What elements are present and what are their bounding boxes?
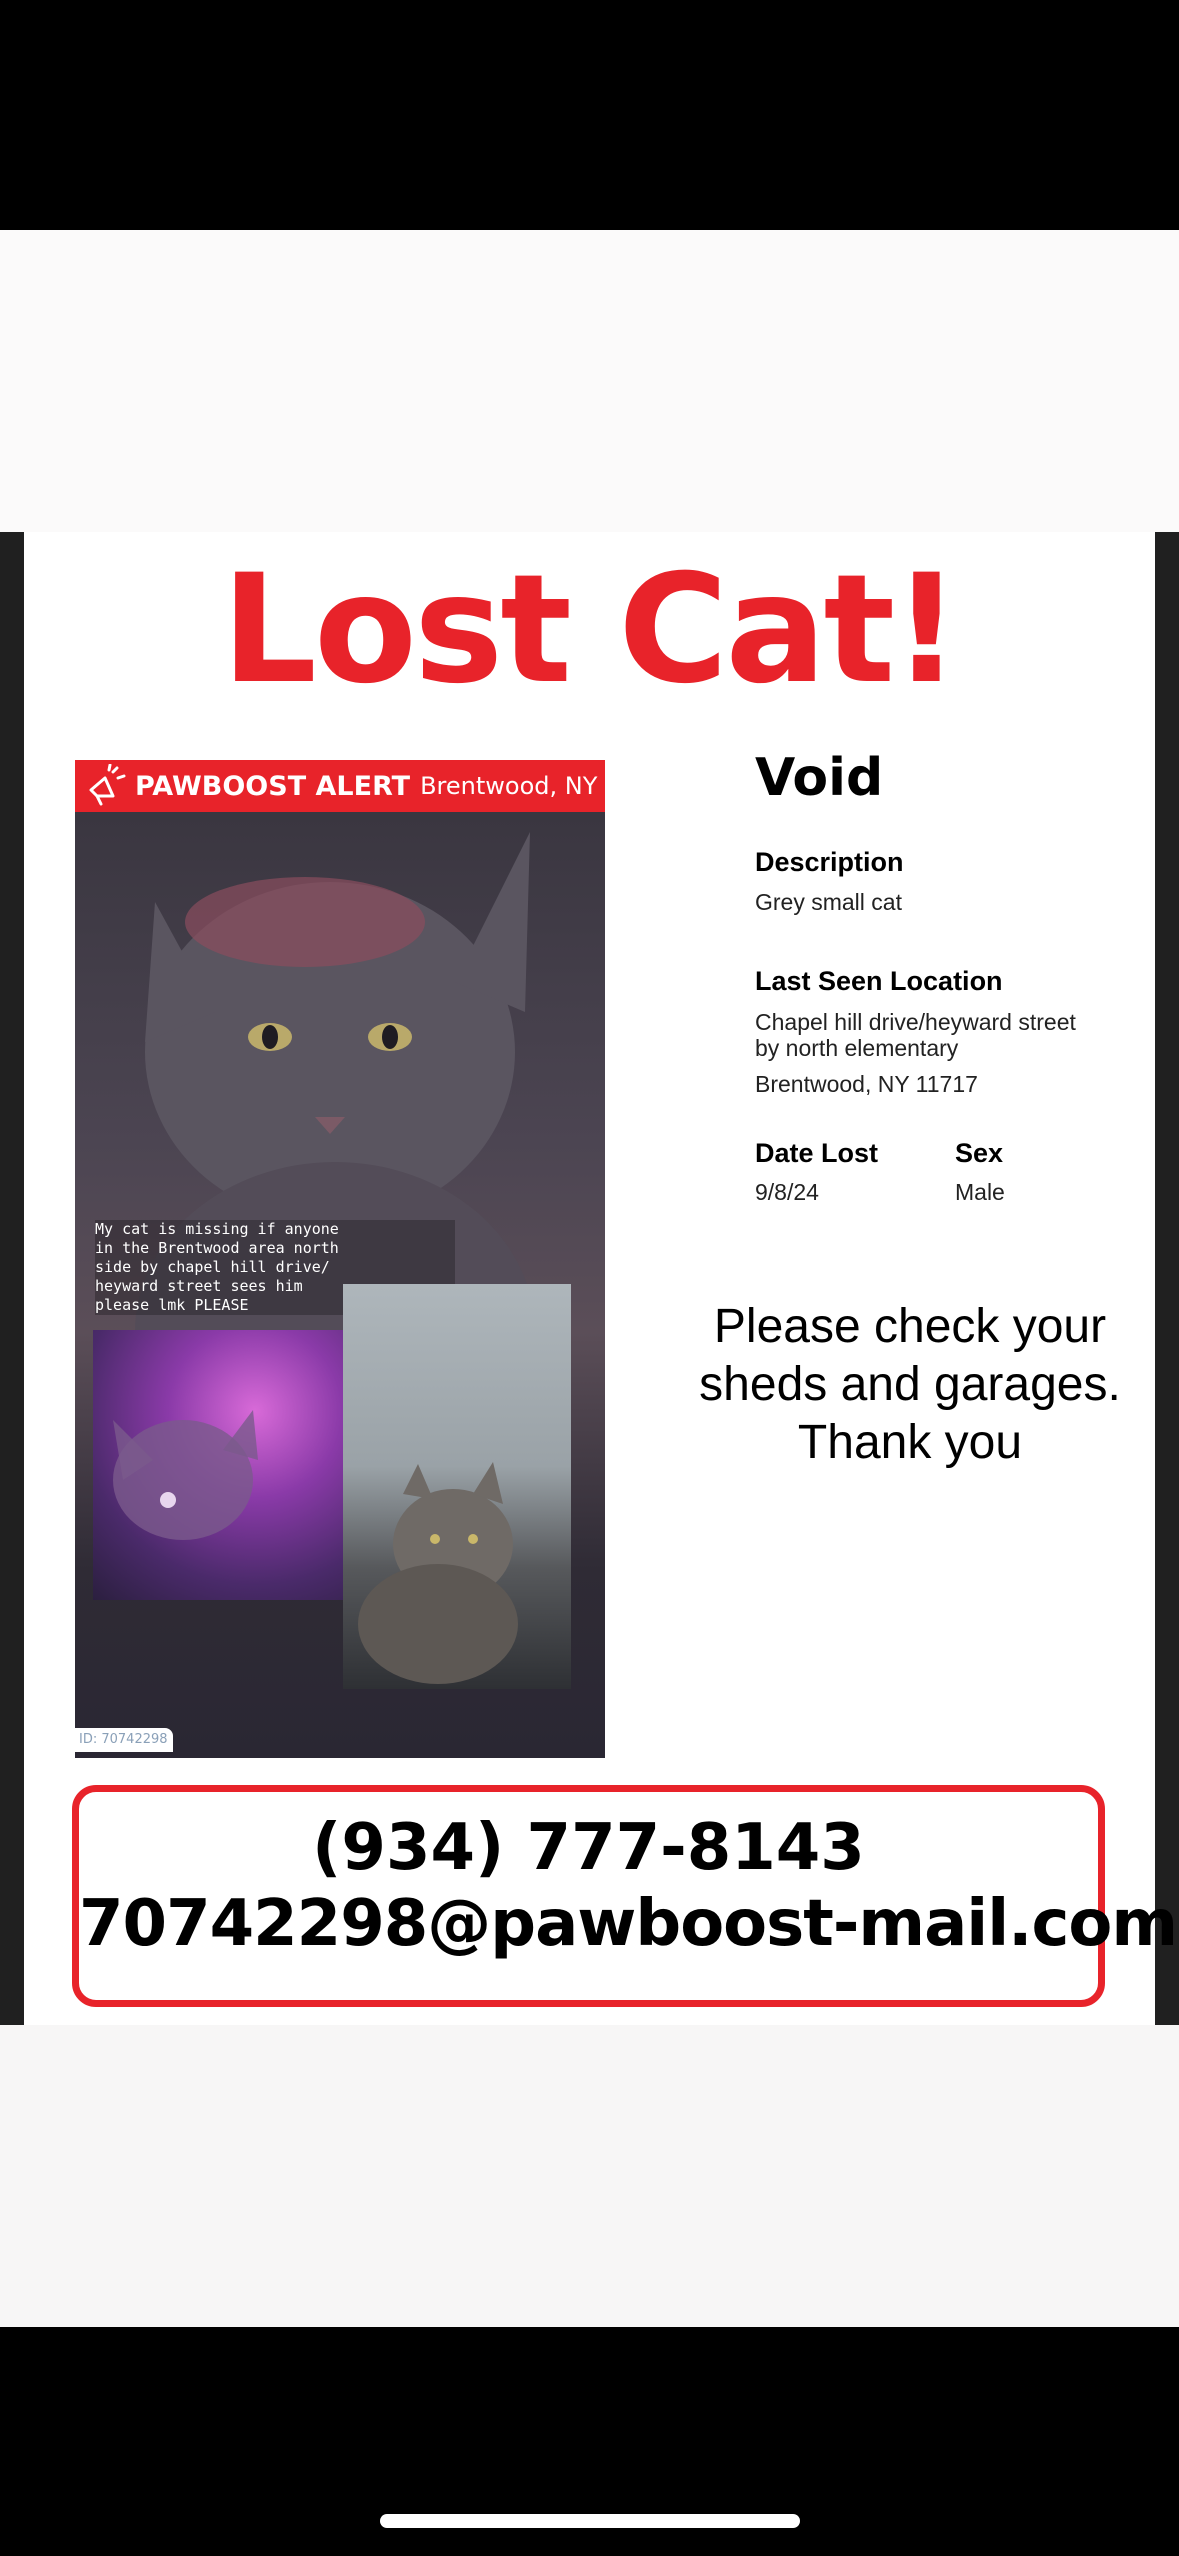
photo-id: ID: 70742298 bbox=[75, 1728, 173, 1752]
description-label: Description bbox=[755, 847, 904, 877]
sex-value: Male bbox=[955, 1179, 1005, 1205]
date-lost-label: Date Lost bbox=[755, 1138, 879, 1168]
description-value: Grey small cat bbox=[755, 889, 902, 915]
contact-email[interactable]: 70742298@pawboost-mail.com bbox=[79, 1887, 1178, 1961]
caption-line: in the Brentwood area north bbox=[95, 1239, 339, 1257]
status-bar-area bbox=[0, 0, 1179, 230]
contact-box bbox=[72, 1785, 1178, 2007]
megaphone-icon bbox=[83, 764, 127, 808]
viewer-margin-top bbox=[0, 230, 1179, 532]
pawboost-alert-bar bbox=[75, 760, 605, 812]
last-seen-line: Brentwood, NY 11717 bbox=[755, 1071, 978, 1097]
cat-photo-purple bbox=[93, 1330, 363, 1600]
caption-line: My cat is missing if anyone bbox=[95, 1220, 339, 1238]
sex-label: Sex bbox=[955, 1138, 1004, 1168]
viewer-margin-bottom bbox=[0, 2025, 1179, 2327]
caption-line: side by chapel hill drive/ bbox=[95, 1258, 330, 1276]
message-line: sheds and garages. bbox=[699, 1358, 1121, 1411]
last-seen-label: Last Seen Location bbox=[755, 966, 1003, 996]
last-seen-line: Chapel hill drive/heyward street bbox=[755, 1009, 1076, 1035]
home-indicator[interactable] bbox=[380, 2514, 800, 2528]
last-seen-line: by north elementary bbox=[755, 1035, 959, 1061]
flyer-headline: Lost Cat! bbox=[221, 543, 958, 717]
contact-phone[interactable]: (934) 777-8143 bbox=[312, 1811, 865, 1885]
message-line: Please check your bbox=[713, 1300, 1107, 1353]
caption-line: heyward street sees him bbox=[95, 1277, 303, 1295]
check-sheds-message bbox=[670, 1298, 1150, 1472]
alert-title: PAWBOOST ALERT bbox=[135, 770, 411, 802]
cat-photo-grey bbox=[343, 1284, 571, 1689]
message-line: Thank you bbox=[797, 1416, 1023, 1469]
alert-location: Brentwood, NY bbox=[420, 772, 598, 800]
pet-name: Void bbox=[755, 748, 884, 808]
caption-line: please lmk PLEASE bbox=[95, 1296, 249, 1314]
date-lost-value: 9/8/24 bbox=[755, 1179, 819, 1205]
